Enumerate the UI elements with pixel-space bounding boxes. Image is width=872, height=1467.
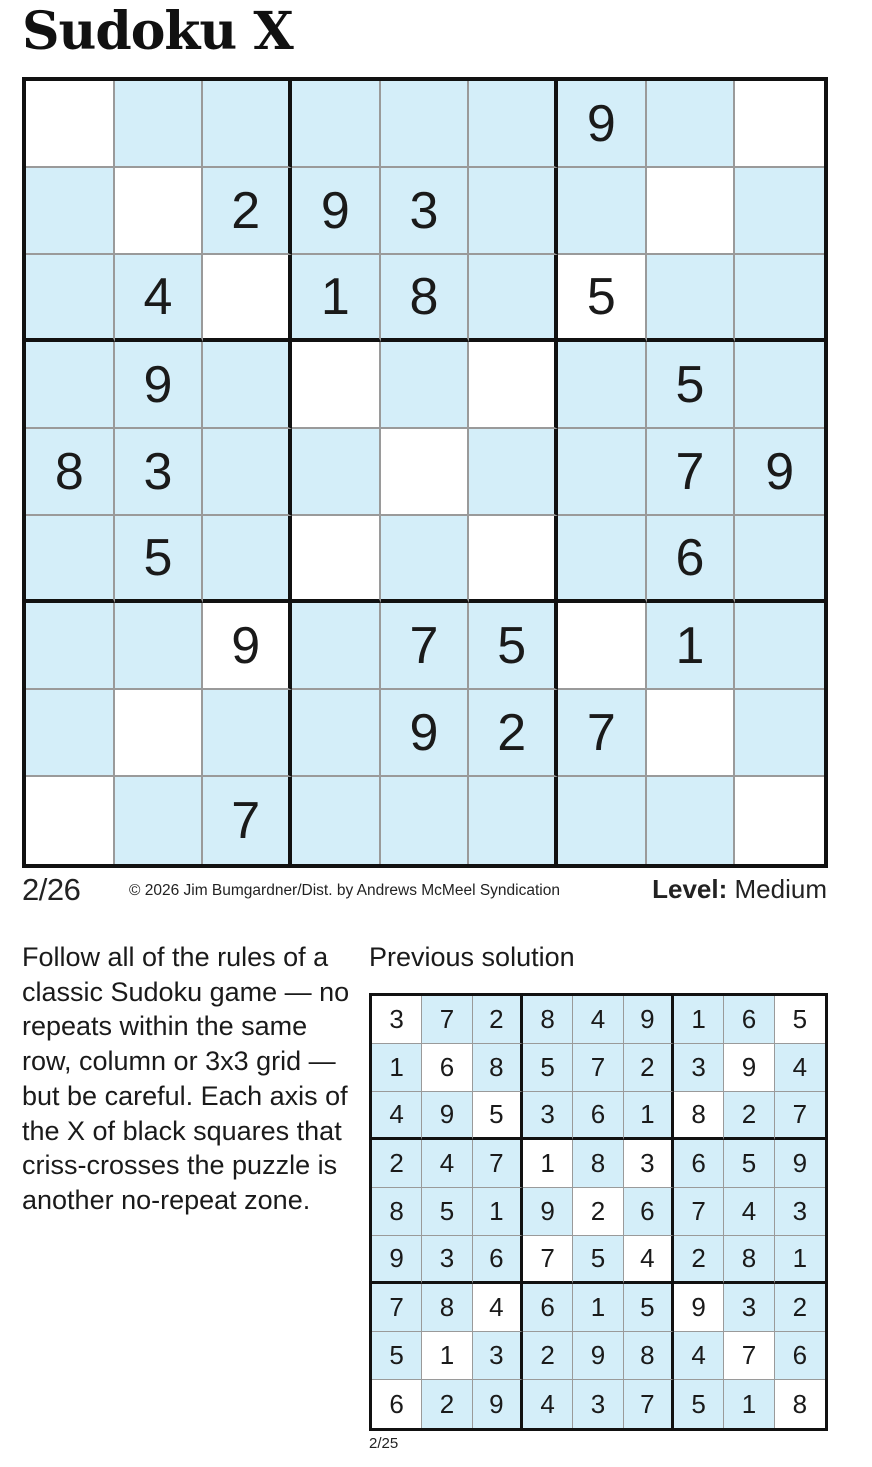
sudoku-cell[interactable]: 6: [647, 516, 736, 603]
sudoku-x-grid: [22, 77, 828, 868]
solution-cell: 3: [724, 1284, 774, 1332]
sudoku-cell[interactable]: [26, 690, 115, 777]
solution-cell: 8: [523, 996, 573, 1044]
solution-cell: 3: [422, 1236, 472, 1284]
solution-cell: 2: [422, 1380, 472, 1428]
sudoku-cell[interactable]: [558, 429, 647, 516]
solution-cell: 2: [775, 1284, 825, 1332]
solution-cell: 4: [422, 1140, 472, 1188]
solution-cell: 1: [372, 1044, 422, 1092]
solution-cell: 6: [624, 1188, 674, 1236]
sudoku-cell[interactable]: [558, 603, 647, 690]
sudoku-cell[interactable]: [735, 168, 824, 255]
solution-cell: 9: [775, 1140, 825, 1188]
sudoku-cell[interactable]: 9: [292, 168, 381, 255]
sudoku-cell[interactable]: [735, 255, 824, 342]
sudoku-cell[interactable]: [735, 81, 824, 168]
solution-cell: 5: [372, 1332, 422, 1380]
puzzle-title: Sudoku X: [22, 1, 293, 62]
solution-cell: 5: [624, 1284, 674, 1332]
sudoku-cell[interactable]: [292, 81, 381, 168]
solution-cell: 5: [473, 1092, 523, 1140]
solution-cell: 8: [624, 1332, 674, 1380]
solution-cell: 8: [724, 1236, 774, 1284]
solution-cell: 4: [473, 1284, 523, 1332]
sudoku-cell[interactable]: [203, 342, 292, 429]
solution-cell: 8: [372, 1188, 422, 1236]
sudoku-cell[interactable]: [381, 777, 470, 864]
solution-cell: 8: [674, 1092, 724, 1140]
sudoku-cell[interactable]: [26, 255, 115, 342]
solution-cell: 2: [674, 1236, 724, 1284]
solution-cell: 5: [775, 996, 825, 1044]
sudoku-cell[interactable]: 7: [203, 777, 292, 864]
sudoku-cell[interactable]: [469, 168, 558, 255]
solution-cell: 3: [372, 996, 422, 1044]
solution-cell: 2: [523, 1332, 573, 1380]
sudoku-cell[interactable]: [469, 516, 558, 603]
sudoku-cell[interactable]: [26, 777, 115, 864]
solution-cell: 7: [372, 1284, 422, 1332]
sudoku-cell[interactable]: 2: [469, 690, 558, 777]
sudoku-cell[interactable]: 9: [115, 342, 204, 429]
sudoku-cell[interactable]: 4: [115, 255, 204, 342]
solution-cell: 7: [724, 1332, 774, 1380]
solution-cell: 6: [573, 1092, 623, 1140]
solution-cell: 6: [724, 996, 774, 1044]
solution-cell: 1: [573, 1284, 623, 1332]
solution-cell: 5: [724, 1140, 774, 1188]
sudoku-cell[interactable]: [381, 516, 470, 603]
sudoku-cell[interactable]: [26, 168, 115, 255]
solution-cell: 9: [724, 1044, 774, 1092]
sudoku-cell[interactable]: [26, 603, 115, 690]
sudoku-cell[interactable]: 1: [292, 255, 381, 342]
sudoku-cell[interactable]: 5: [469, 603, 558, 690]
sudoku-cell[interactable]: [735, 516, 824, 603]
sudoku-cell[interactable]: [735, 777, 824, 864]
sudoku-cell[interactable]: 1: [647, 603, 736, 690]
sudoku-cell[interactable]: 7: [381, 603, 470, 690]
solution-cell: 4: [573, 996, 623, 1044]
sudoku-cell[interactable]: [203, 255, 292, 342]
solution-cell: 6: [674, 1140, 724, 1188]
sudoku-cell[interactable]: [203, 81, 292, 168]
sudoku-cell[interactable]: [735, 342, 824, 429]
solution-cell: 8: [775, 1380, 825, 1428]
sudoku-cell[interactable]: [26, 516, 115, 603]
solution-cell: 9: [624, 996, 674, 1044]
solution-cell: 5: [422, 1188, 472, 1236]
sudoku-cell[interactable]: [647, 168, 736, 255]
solution-cell: 6: [372, 1380, 422, 1428]
sudoku-cell[interactable]: [381, 342, 470, 429]
solution-cell: 2: [724, 1092, 774, 1140]
sudoku-cell[interactable]: 9: [203, 603, 292, 690]
sudoku-cell[interactable]: [26, 81, 115, 168]
solution-cell: 9: [573, 1332, 623, 1380]
solution-cell: 4: [775, 1044, 825, 1092]
solution-cell: 2: [473, 996, 523, 1044]
solution-cell: 4: [372, 1092, 422, 1140]
sudoku-cell[interactable]: [381, 81, 470, 168]
previous-solution-date: 2/25: [369, 1435, 399, 1452]
previous-solution-title: Previous solution: [369, 942, 575, 972]
solution-cell: 6: [775, 1332, 825, 1380]
sudoku-cell[interactable]: 8: [26, 429, 115, 516]
solution-cell: 1: [523, 1140, 573, 1188]
copyright-line: © 2026 Jim Bumgardner/Dist. by Andrews McMeel Syndication: [129, 882, 560, 899]
sudoku-cell[interactable]: [292, 603, 381, 690]
sudoku-cell[interactable]: 9: [558, 81, 647, 168]
solution-cell: 4: [674, 1332, 724, 1380]
solution-cell: 7: [523, 1236, 573, 1284]
solution-cell: 5: [674, 1380, 724, 1428]
sudoku-cell[interactable]: 3: [115, 429, 204, 516]
solution-cell: 8: [473, 1044, 523, 1092]
solution-cell: 4: [724, 1188, 774, 1236]
difficulty-level: [652, 874, 827, 905]
solution-cell: 9: [674, 1284, 724, 1332]
solution-cell: 2: [372, 1140, 422, 1188]
solution-cell: 3: [473, 1332, 523, 1380]
sudoku-cell[interactable]: [558, 516, 647, 603]
solution-cell: 3: [775, 1188, 825, 1236]
solution-cell: 4: [523, 1380, 573, 1428]
sudoku-cell[interactable]: [381, 429, 470, 516]
solution-cell: 7: [422, 996, 472, 1044]
sudoku-cell[interactable]: [469, 777, 558, 864]
sudoku-cell[interactable]: [115, 168, 204, 255]
level-value: Medium: [734, 874, 827, 904]
sudoku-cell[interactable]: [735, 690, 824, 777]
solution-cell: 8: [573, 1140, 623, 1188]
sudoku-cell[interactable]: [292, 429, 381, 516]
solution-cell: 3: [674, 1044, 724, 1092]
sudoku-cell[interactable]: [203, 516, 292, 603]
solution-cell: 7: [775, 1092, 825, 1140]
sudoku-cell[interactable]: 9: [735, 429, 824, 516]
sudoku-cell[interactable]: [292, 690, 381, 777]
sudoku-cell[interactable]: [115, 690, 204, 777]
sudoku-cell[interactable]: [558, 777, 647, 864]
solution-cell: 9: [422, 1092, 472, 1140]
solution-cell: 5: [573, 1236, 623, 1284]
sudoku-cell[interactable]: [647, 777, 736, 864]
sudoku-cell[interactable]: [469, 255, 558, 342]
solution-cell: 6: [422, 1044, 472, 1092]
solution-cell: 9: [372, 1236, 422, 1284]
solution-cell: 7: [674, 1188, 724, 1236]
solution-cell: 4: [624, 1236, 674, 1284]
sudoku-cell[interactable]: [26, 342, 115, 429]
sudoku-cell[interactable]: [735, 603, 824, 690]
sudoku-cell[interactable]: 5: [647, 342, 736, 429]
sudoku-cell[interactable]: [115, 603, 204, 690]
sudoku-cell[interactable]: [292, 342, 381, 429]
solution-cell: 1: [473, 1188, 523, 1236]
solution-cell: 1: [422, 1332, 472, 1380]
sudoku-cell[interactable]: [647, 255, 736, 342]
sudoku-cell[interactable]: 3: [381, 168, 470, 255]
sudoku-cell[interactable]: 7: [647, 429, 736, 516]
sudoku-cell[interactable]: [469, 429, 558, 516]
solution-cell: 3: [624, 1140, 674, 1188]
solution-cell: 1: [775, 1236, 825, 1284]
solution-cell: 7: [473, 1140, 523, 1188]
solution-cell: 1: [724, 1380, 774, 1428]
solution-cell: 3: [523, 1092, 573, 1140]
sudoku-cell[interactable]: 9: [381, 690, 470, 777]
sudoku-cell[interactable]: [203, 690, 292, 777]
sudoku-cell[interactable]: [469, 342, 558, 429]
sudoku-cell[interactable]: [115, 777, 204, 864]
level-label: Level:: [652, 874, 728, 904]
solution-cell: 2: [573, 1188, 623, 1236]
sudoku-cell[interactable]: [292, 777, 381, 864]
solution-cell: 1: [674, 996, 724, 1044]
sudoku-cell[interactable]: 8: [381, 255, 470, 342]
sudoku-cell[interactable]: 5: [115, 516, 204, 603]
sudoku-cell[interactable]: 5: [558, 255, 647, 342]
puzzle-date: 2/26: [22, 872, 81, 907]
solution-cell: 3: [573, 1380, 623, 1428]
sudoku-cell[interactable]: [292, 516, 381, 603]
solution-cell: 6: [473, 1236, 523, 1284]
sudoku-cell[interactable]: [558, 342, 647, 429]
sudoku-cell[interactable]: [203, 429, 292, 516]
solution-cell: 2: [624, 1044, 674, 1092]
sudoku-cell[interactable]: [115, 81, 204, 168]
solution-cell: 9: [473, 1380, 523, 1428]
sudoku-cell[interactable]: [647, 690, 736, 777]
solution-cell: 6: [523, 1284, 573, 1332]
sudoku-cell[interactable]: 2: [203, 168, 292, 255]
sudoku-cell[interactable]: 7: [558, 690, 647, 777]
solution-cell: 7: [573, 1044, 623, 1092]
solution-cell: 9: [523, 1188, 573, 1236]
sudoku-cell[interactable]: [647, 81, 736, 168]
sudoku-cell[interactable]: [558, 168, 647, 255]
previous-solution-grid: [369, 993, 828, 1431]
solution-cell: 5: [523, 1044, 573, 1092]
solution-cell: 1: [624, 1092, 674, 1140]
instructions-text: Follow all of the rules of a classic Sudoku game — no repeats within the same row, column or 3x3 grid — but be careful. Each axis of the X of black squares that criss-crosses the puzzle is another no-repeat zone.: [22, 942, 350, 1215]
solution-cell: 7: [624, 1380, 674, 1428]
solution-cell: 8: [422, 1284, 472, 1332]
sudoku-cell[interactable]: [469, 81, 558, 168]
